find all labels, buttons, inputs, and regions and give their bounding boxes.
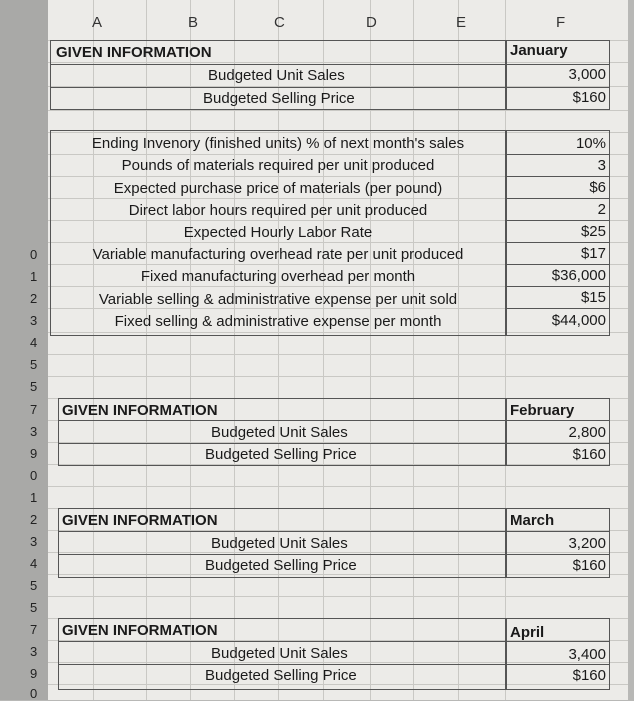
march-selling-price-value[interactable]: $160 — [572, 557, 606, 574]
row-number[interactable]: 7 — [30, 623, 38, 637]
assumption-value[interactable]: 2 — [597, 201, 606, 218]
column-header-e[interactable]: E — [456, 14, 467, 31]
january-selling-price-label[interactable]: Budgeted Selling Price — [203, 90, 355, 107]
april-month[interactable]: April — [510, 624, 545, 641]
assumption-value[interactable]: $44,000 — [551, 312, 606, 329]
row-number[interactable]: 7 — [30, 403, 38, 417]
row-number[interactable]: 9 — [30, 667, 38, 681]
assumption-value[interactable]: $6 — [589, 179, 606, 196]
row-number[interactable]: 3 — [30, 645, 38, 659]
april-selling-price-value[interactable]: $160 — [572, 667, 606, 684]
assumption-label[interactable]: Expected purchase price of materials (per pound) — [113, 180, 443, 197]
january-unit-sales-value[interactable]: 3,000 — [568, 66, 606, 83]
assumption-value[interactable]: $25 — [580, 223, 606, 240]
january-selling-price-value[interactable]: $160 — [572, 89, 606, 106]
assumption-label[interactable]: Fixed manufacturing overhead per month — [140, 268, 416, 285]
row-number[interactable]: 3 — [30, 314, 38, 328]
assumption-label[interactable]: Variable selling & administrative expense per unit sold — [98, 291, 458, 308]
row-number[interactable]: 1 — [30, 270, 38, 284]
row-number[interactable]: 4 — [30, 557, 38, 571]
row-number[interactable]: 2 — [30, 292, 38, 306]
row-number[interactable]: 5 — [30, 579, 38, 593]
row-number[interactable]: 3 — [30, 425, 38, 439]
assumption-label[interactable]: Direct labor hours required per unit produced — [128, 202, 428, 219]
assumption-value[interactable]: 3 — [597, 157, 606, 174]
row-number[interactable]: 1 — [30, 491, 38, 505]
march-unit-sales-value[interactable]: 3,200 — [568, 535, 606, 552]
march-unit-sales-label[interactable]: Budgeted Unit Sales — [211, 535, 348, 552]
row-number[interactable]: 2 — [30, 513, 38, 527]
january-unit-sales-label[interactable]: Budgeted Unit Sales — [208, 67, 345, 84]
row-number[interactable]: 0 — [30, 687, 38, 701]
march-selling-price-label[interactable]: Budgeted Selling Price — [205, 557, 357, 574]
column-header-b[interactable]: B — [188, 14, 199, 31]
february-selling-price-value[interactable]: $160 — [572, 446, 606, 463]
february-selling-price-label[interactable]: Budgeted Selling Price — [205, 446, 357, 463]
march-title[interactable]: GIVEN INFORMATION — [62, 512, 218, 529]
assumption-value[interactable]: $17 — [580, 245, 606, 262]
assumption-value[interactable]: $36,000 — [551, 267, 606, 284]
row-number-column — [0, 0, 48, 700]
january-month[interactable]: January — [510, 42, 568, 59]
april-selling-price-label[interactable]: Budgeted Selling Price — [205, 667, 357, 684]
row-number[interactable]: 5 — [30, 380, 38, 394]
spreadsheet-grid[interactable] — [48, 0, 628, 700]
row-number[interactable]: 9 — [30, 447, 38, 461]
march-month[interactable]: March — [510, 512, 555, 529]
column-header-f[interactable]: F — [556, 14, 566, 31]
assumption-label[interactable]: Expected Hourly Labor Rate — [183, 224, 373, 241]
row-number[interactable]: 0 — [30, 469, 38, 483]
row-number[interactable]: 3 — [30, 535, 38, 549]
column-header-c[interactable]: C — [274, 14, 285, 31]
row-number[interactable]: 5 — [30, 358, 38, 372]
assumption-label[interactable]: Fixed selling & administrative expense per month — [114, 313, 442, 330]
april-unit-sales-label[interactable]: Budgeted Unit Sales — [211, 645, 348, 662]
assumption-label[interactable]: Ending Invenory (finished units) % of next month's sales — [91, 135, 465, 152]
february-unit-sales-label[interactable]: Budgeted Unit Sales — [211, 424, 348, 441]
february-unit-sales-value[interactable]: 2,800 — [568, 424, 606, 441]
assumption-label[interactable]: Pounds of materials required per unit produced — [121, 157, 435, 174]
row-number[interactable]: 4 — [30, 336, 38, 350]
row-number[interactable]: 5 — [30, 601, 38, 615]
april-unit-sales-value[interactable]: 3,400 — [568, 646, 606, 663]
assumption-value[interactable]: 10% — [575, 135, 606, 152]
january-title[interactable]: GIVEN INFORMATION — [56, 44, 212, 61]
february-month[interactable]: February — [510, 402, 575, 419]
assumption-label[interactable]: Variable manufacturing overhead rate per unit produced — [92, 246, 464, 263]
april-title[interactable]: GIVEN INFORMATION — [62, 622, 218, 639]
february-title[interactable]: GIVEN INFORMATION — [62, 402, 218, 419]
column-header-d[interactable]: D — [366, 14, 377, 31]
column-header-a[interactable]: A — [92, 14, 103, 31]
assumption-value[interactable]: $15 — [580, 289, 606, 306]
row-number[interactable]: 0 — [30, 248, 38, 262]
